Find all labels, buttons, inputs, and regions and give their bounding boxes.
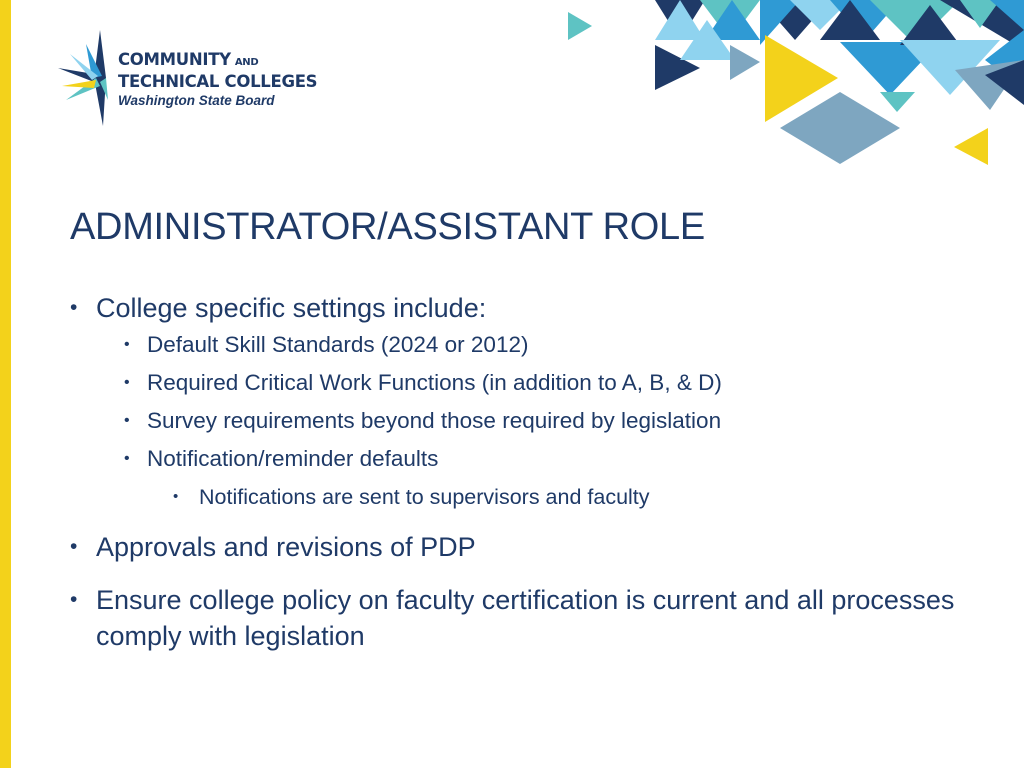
sub-sub-bullet-notifications-sent: • Notifications are sent to supervisors and faculty	[70, 478, 1000, 516]
sub-bullet-critical-work-functions: • Required Critical Work Functions (in addition to A, B, & D)	[70, 364, 1000, 402]
star-burst-icon	[46, 26, 116, 130]
decorative-triangles	[564, 0, 1024, 170]
bullet-marker: •	[124, 336, 130, 353]
bullet-marker: •	[70, 535, 78, 558]
bullet-list	[70, 290, 1000, 654]
logo-text-technical-colleges: TECHNICAL COLLEGES	[118, 72, 318, 91]
bullet-marker: •	[124, 412, 130, 429]
bullet-marker: •	[173, 488, 179, 505]
slide-title: ADMINISTRATOR/ASSISTANT ROLE	[70, 206, 705, 248]
bullet-marker: •	[124, 450, 130, 467]
sub-bullet-survey-requirements: • Survey requirements beyond those required by legislation	[70, 402, 1000, 440]
bullet-ensure-policy: • Ensure college policy on faculty certification is current and all processes comply with legislation	[70, 582, 1000, 654]
bullet-marker: •	[70, 588, 78, 611]
bullet-marker: •	[70, 296, 78, 319]
sub-bullet-skill-standards: • Default Skill Standards (2024 or 2012)	[70, 326, 1000, 364]
bullet-marker: •	[124, 374, 130, 391]
bullet-approvals-revisions: • Approvals and revisions of PDP	[70, 529, 1000, 565]
bullet-college-settings: • College specific settings include:	[70, 290, 1000, 326]
sub-bullet-notification-defaults: • Notification/reminder defaults	[70, 440, 1000, 478]
sbctc-logo	[46, 26, 346, 130]
accent-sidebar-bar	[0, 0, 11, 768]
logo-text-community: COMMUNITY AND	[118, 50, 259, 69]
logo-text-state-board: Washington State Board	[118, 93, 275, 108]
